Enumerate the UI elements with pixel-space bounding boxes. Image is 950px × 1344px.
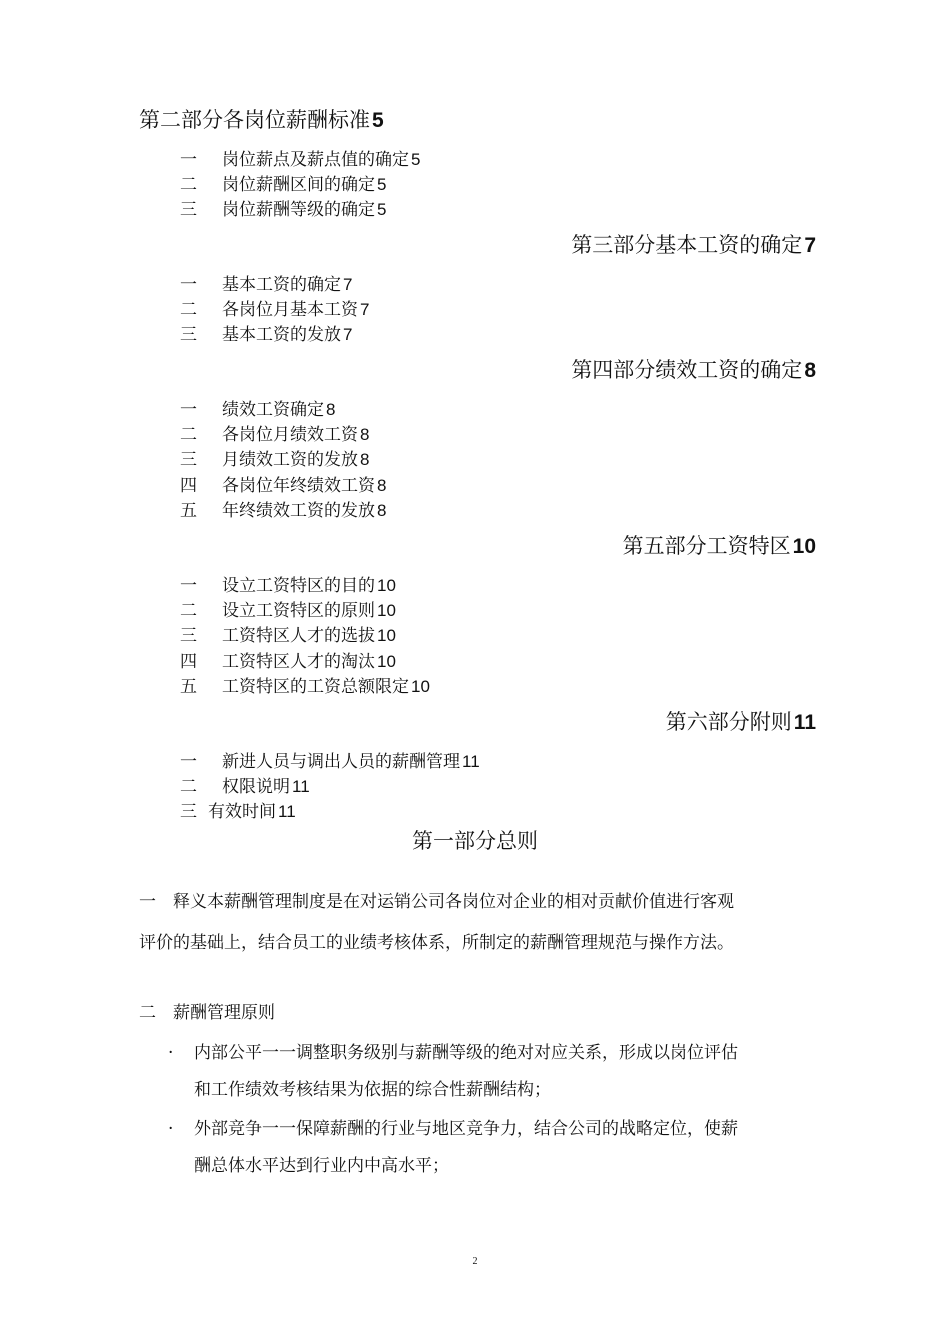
toc-part4-heading bbox=[571, 357, 816, 384]
bullet-text: 外部竞争一一保障薪酬的行业与地区竞争力，结合公司的战略定位，使薪 bbox=[194, 1119, 738, 1139]
toc-item-page: 8 bbox=[377, 476, 387, 495]
toc-item-text: 权限说明 bbox=[222, 777, 290, 797]
toc-part2-page: 5 bbox=[372, 109, 384, 132]
toc-item-mark: 四 bbox=[180, 652, 197, 672]
toc-item-text: 工资特区的工资总额限定 bbox=[222, 677, 409, 697]
toc-item-mark: 一 bbox=[180, 576, 197, 596]
toc-item-text: 各岗位年终绩效工资 bbox=[222, 476, 375, 496]
toc-item-page: 5 bbox=[411, 150, 421, 169]
toc-item-mark: 三 bbox=[180, 450, 197, 470]
toc-item-mark: 五 bbox=[180, 677, 197, 697]
toc-item-mark: 二 bbox=[180, 175, 197, 195]
toc-item bbox=[180, 500, 386, 522]
toc-item-mark: 一 bbox=[180, 150, 197, 170]
toc-item-text: 工资特区人才的选拔 bbox=[222, 626, 375, 646]
toc-item-page: 8 bbox=[360, 425, 370, 444]
bullet-item bbox=[168, 1118, 738, 1140]
toc-item bbox=[180, 676, 430, 698]
toc-item-mark: 二 bbox=[180, 777, 197, 797]
toc-item-text: 月绩效工资的发放 bbox=[222, 450, 358, 470]
toc-item-mark: 一 bbox=[180, 400, 197, 420]
bullet-dot: · bbox=[168, 1119, 174, 1139]
toc-item-page: 7 bbox=[343, 275, 353, 294]
bullet-continuation: 和工作绩效考核结果为依据的综合性薪酬结构； bbox=[194, 1080, 551, 1100]
toc-part3-heading bbox=[571, 232, 816, 259]
toc-item-page: 11 bbox=[292, 777, 310, 796]
toc-item-page: 10 bbox=[377, 652, 396, 671]
toc-item-text: 岗位薪酬区间的确定 bbox=[222, 175, 375, 195]
toc-item-text: 设立工资特区的原则 bbox=[222, 601, 375, 621]
toc-item-text: 年终绩效工资的发放 bbox=[222, 501, 375, 521]
toc-item bbox=[180, 274, 352, 296]
toc-item bbox=[180, 299, 369, 321]
toc-item bbox=[180, 199, 386, 221]
toc-item bbox=[180, 651, 396, 673]
toc-item bbox=[180, 324, 352, 346]
toc-item-page: 8 bbox=[360, 450, 370, 469]
toc-item-mark: 三 bbox=[180, 802, 197, 822]
toc-item-text: 绩效工资确定 bbox=[222, 400, 324, 420]
toc-item-mark: 三 bbox=[180, 626, 197, 646]
toc-item-text: 基本工资的确定 bbox=[222, 275, 341, 295]
toc-item-page: 5 bbox=[377, 200, 387, 219]
toc-item-page: 11 bbox=[462, 752, 480, 771]
toc-item-mark: 三 bbox=[180, 200, 197, 220]
toc-part4-page: 8 bbox=[804, 359, 816, 382]
toc-item-page: 5 bbox=[377, 175, 387, 194]
paragraph-mark: 一 bbox=[139, 892, 156, 912]
toc-item bbox=[180, 751, 480, 773]
toc-item-mark: 一 bbox=[180, 752, 197, 772]
toc-part4-title: 第四部分绩效工资的确定 bbox=[571, 358, 803, 382]
toc-item-page: 10 bbox=[377, 576, 396, 595]
bullet-continuation: 酬总体水平达到行业内中高水平； bbox=[194, 1156, 449, 1176]
toc-item-text: 设立工资特区的目的 bbox=[222, 576, 375, 596]
toc-item-mark: 二 bbox=[180, 300, 197, 320]
toc-item-text: 岗位薪酬等级的确定 bbox=[222, 200, 375, 220]
bullet-dot: · bbox=[168, 1043, 174, 1063]
paragraph-text: 薪酬管理原则 bbox=[173, 1003, 275, 1023]
toc-item bbox=[180, 575, 396, 597]
toc-item bbox=[180, 149, 420, 171]
toc-part6-page: 11 bbox=[793, 711, 816, 734]
toc-item-mark: 二 bbox=[180, 425, 197, 445]
toc-part3-title: 第三部分基本工资的确定 bbox=[571, 233, 803, 257]
toc-item-page: 7 bbox=[343, 325, 353, 344]
toc-part5-heading bbox=[623, 533, 816, 560]
toc-part6-title: 第六部分附则 bbox=[665, 710, 792, 734]
paragraph-definition-line1 bbox=[139, 891, 819, 913]
page-number: 2 bbox=[472, 1256, 478, 1267]
toc-item-text: 有效时间 bbox=[208, 802, 276, 822]
toc-item-mark: 四 bbox=[180, 476, 197, 496]
toc-part3-page: 7 bbox=[804, 234, 816, 257]
toc-item-mark: 三 bbox=[180, 325, 197, 345]
paragraph-definition-line2: 评价的基础上，结合员工的业绩考核体系，所制定的薪酬管理规范与操作方法。 bbox=[139, 933, 734, 953]
toc-item-text: 岗位薪点及薪点值的确定 bbox=[222, 150, 409, 170]
toc-item bbox=[180, 424, 369, 446]
toc-part5-title: 第五部分工资特区 bbox=[622, 534, 791, 558]
toc-item-page: 10 bbox=[411, 677, 430, 696]
toc-item-mark: 二 bbox=[180, 601, 197, 621]
paragraph-text: 释义本薪酬管理制度是在对运销公司各岗位对企业的相对贡献价值进行客观 bbox=[173, 892, 734, 912]
toc-item bbox=[180, 600, 396, 622]
toc-part5-page: 10 bbox=[792, 535, 816, 558]
toc-item-text: 各岗位月绩效工资 bbox=[222, 425, 358, 445]
toc-item bbox=[180, 475, 386, 497]
bullet-item bbox=[168, 1042, 738, 1064]
section-title: 第一部分总则 bbox=[412, 829, 538, 853]
toc-item bbox=[180, 801, 296, 823]
toc-item-page: 10 bbox=[377, 626, 396, 645]
toc-item-text: 新进人员与调出人员的薪酬管理 bbox=[222, 752, 460, 772]
toc-item-page: 7 bbox=[360, 300, 370, 319]
toc-item-page: 11 bbox=[278, 802, 296, 821]
toc-part6-heading bbox=[666, 709, 816, 736]
bullet-text: 内部公平一一调整职务级别与薪酬等级的绝对对应关系，形成以岗位评估 bbox=[194, 1043, 738, 1063]
toc-item-mark: 五 bbox=[180, 501, 197, 521]
toc-item bbox=[180, 449, 369, 471]
toc-item-page: 8 bbox=[326, 400, 336, 419]
paragraph-principles-heading bbox=[139, 1002, 819, 1024]
toc-item bbox=[180, 399, 335, 421]
toc-item bbox=[180, 174, 386, 196]
toc-item bbox=[180, 625, 396, 647]
toc-item bbox=[180, 776, 310, 798]
toc-item-text: 基本工资的发放 bbox=[222, 325, 341, 345]
paragraph-mark: 二 bbox=[139, 1003, 156, 1023]
toc-part2-heading bbox=[139, 107, 384, 134]
toc-item-mark: 一 bbox=[180, 275, 197, 295]
toc-item-text: 工资特区人才的淘汰 bbox=[222, 652, 375, 672]
toc-part2-title: 第二部分各岗位薪酬标准 bbox=[139, 108, 370, 132]
toc-item-text: 各岗位月基本工资 bbox=[222, 300, 358, 320]
toc-item-page: 10 bbox=[377, 601, 396, 620]
toc-item-page: 8 bbox=[377, 501, 387, 520]
